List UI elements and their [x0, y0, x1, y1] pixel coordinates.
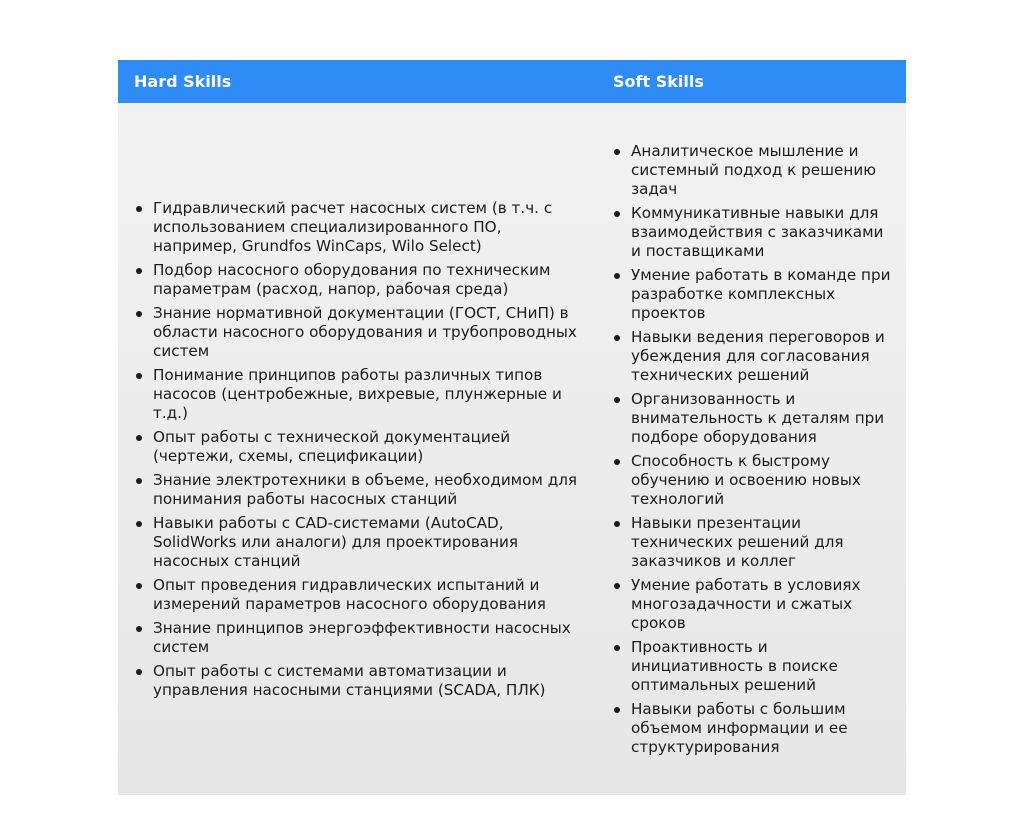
table-header	[118, 60, 906, 103]
hard-skills-column	[132, 103, 582, 795]
list-item: Опыт проведения гидравлических испытаний и измерений параметров насосного оборудования	[132, 576, 582, 614]
list-item: Опыт работы с системами автоматизации и управления насосными станциями (SCADA, ПЛК)	[132, 662, 582, 700]
list-item: Понимание принципов работы различных типов насосов (центробежные, вихревые, плунжерные и т.д.)	[132, 366, 582, 423]
list-item: Способность к быстрому обучению и освоению новых технологий	[610, 452, 895, 509]
hard-skills-list	[132, 199, 582, 700]
list-item: Аналитическое мышление и системный подход к решению задач	[610, 142, 895, 199]
list-item: Гидравлический расчет насосных систем (в т.ч. с использованием специализированного ПО, например, Grundfos WinCaps, Wilo Select)	[132, 199, 582, 256]
list-item: Коммуникативные навыки для взаимодействия с заказчиками и поставщиками	[610, 204, 895, 261]
list-item: Подбор насосного оборудования по техническим параметрам (расход, напор, рабочая среда)	[132, 261, 582, 299]
list-item: Знание принципов энергоэффективности насосных систем	[132, 619, 582, 657]
list-item: Навыки ведения переговоров и убеждения для согласования технических решений	[610, 328, 895, 385]
list-item: Умение работать в условиях многозадачности и сжатых сроков	[610, 576, 895, 633]
list-item: Навыки презентации технических решений для заказчиков и коллег	[610, 514, 895, 571]
list-item: Знание электротехники в объеме, необходимом для понимания работы насосных станций	[132, 471, 582, 509]
list-item: Проактивность и инициативность в поиске оптимальных решений	[610, 638, 895, 695]
soft-skills-list	[610, 142, 895, 757]
list-item: Опыт работы с технической документацией (чертежи, схемы, спецификации)	[132, 428, 582, 466]
soft-skills-heading: Soft Skills	[613, 72, 704, 91]
list-item: Навыки работы с CAD-системами (AutoCAD, SolidWorks или аналоги) для проектирования насосных станций	[132, 514, 582, 571]
list-item: Знание нормативной документации (ГОСТ, СНиП) в области насосного оборудования и трубопроводных систем	[132, 304, 582, 361]
skills-table	[118, 60, 906, 795]
list-item: Навыки работы с большим объемом информации и ее структурирования	[610, 700, 895, 757]
hard-skills-heading: Hard Skills	[134, 72, 232, 91]
list-item: Организованность и внимательность к деталям при подборе оборудования	[610, 390, 895, 447]
list-item: Умение работать в команде при разработке комплексных проектов	[610, 266, 895, 323]
soft-skills-column	[610, 103, 895, 795]
